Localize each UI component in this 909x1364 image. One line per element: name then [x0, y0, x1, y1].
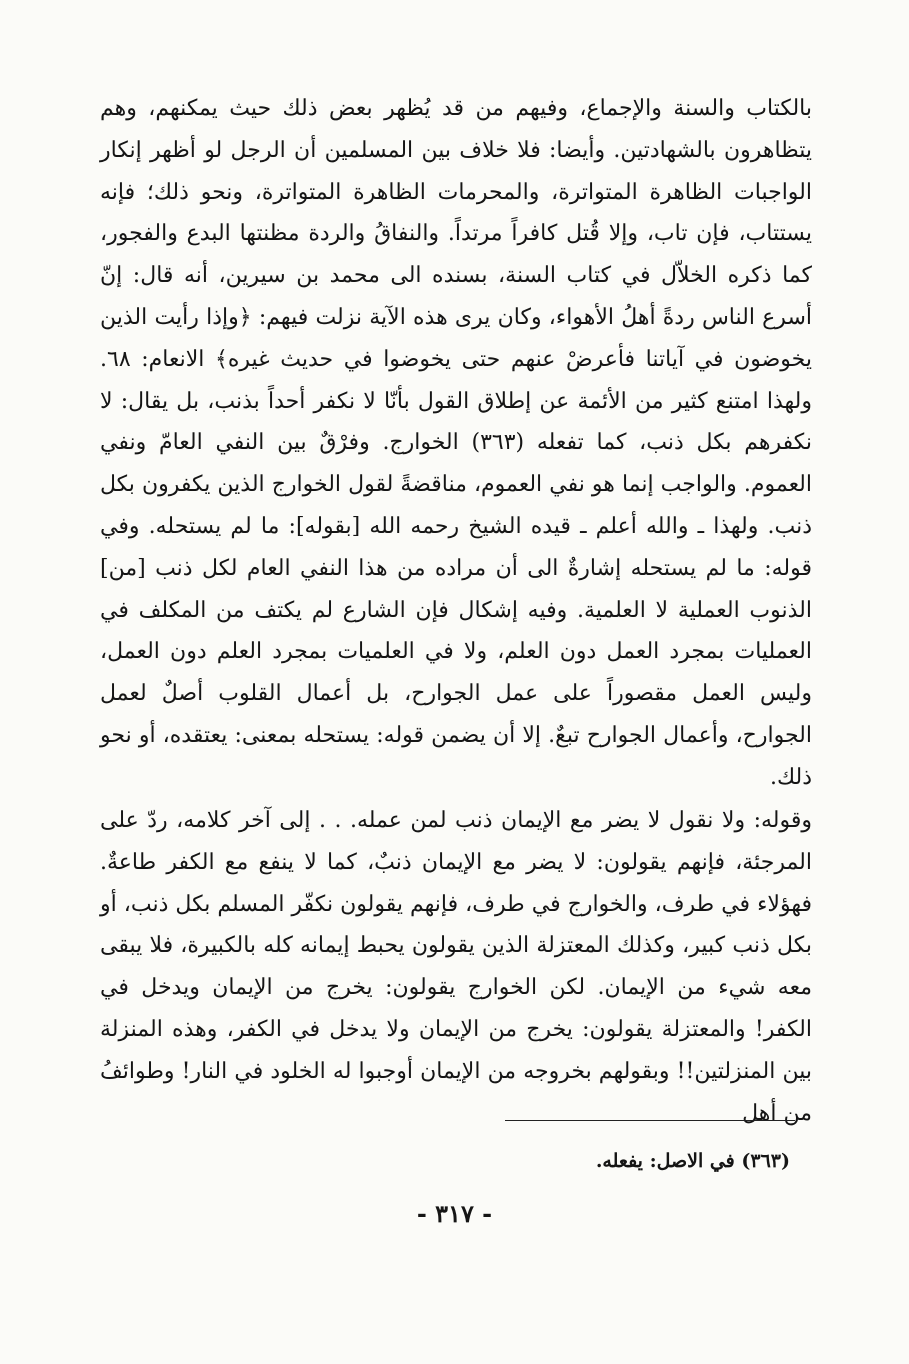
main-text-block	[100, 88, 812, 799]
paragraph-2: وقوله: ولا نقول لا يضر مع الإيمان ذنب لمن عمله. . . إلى آخر كلامه، ردّ على المرجئة، فإنهم يقولون: لا يضر مع الإيمان ذنبٌ، كما لا ينفع مع الكفر طاعةٌ. فهؤلاء في طرف، والخوارج في طرف، فإنهم يقولون نكفّر المسلم بكل ذنب، أو بكل ذنب كبير، وكذلك المعتزلة الذين يقولون يحبط إيمانه كله بالكبيرة، فلا يبقى معه شيء من الإيمان. لكن الخوارج يقولون: يخرج من الإيمان ويدخل في الكفر! والمعتزلة يقولون: يخرج من الإيمان ولا يدخل في الكفر، وهذه المنزلة بين المنزلتين!! وبقولهم بخروجه من الإيمان أوجبوا له الخلود في النار! وطوائفُ من أهل	[100, 808, 812, 1126]
page-number: - ٣١٧ -	[416, 1199, 493, 1228]
footnote-divider	[505, 1120, 795, 1121]
main-text-block-2	[100, 800, 812, 1134]
paragraph-1: بالكتاب والسنة والإجماع، وفيهم من قد يُظهر بعض ذلك حيث يمكنهم، وهم يتظاهرون بالشهادتين. وأيضا: فلا خلاف بين المسلمين أن الرجل لو أظهر إنكار الواجبات الظاهرة المتواترة، والمحرمات الظاهرة المتواترة، ونحو ذلك؛ فإنه يستتاب، فإن تاب، وإلا قُتل كافراً مرتداً. والنفاقُ والردة مظنتها البدع والفجور، كما ذكره الخلاّل في كتاب السنة، بسنده الى محمد بن سيرين، أنه قال: إنّ أسرع الناس ردةً أهلُ الأهواء، وكان يرى هذه الآية نزلت فيهم: ﴿وإذا رأيت الذين يخوضون في آياتنا فأعرضْ عنهم حتى يخوضوا في حديث غيره﴾ الانعام: ٦٨. ولهذا امتنع كثير من الأئمة عن إطلاق القول بأنّا لا نكفر أحداً بذنب، بل يقال: لا نكفرهم بكل ذنب، كما تفعله (٣٦٣) الخوارج. وفرْقٌ بين النفي العامّ ونفي العموم. والواجب إنما هو نفي العموم، مناقضةً لقول الخوارج الذين يكفرون بكل ذنب. ولهذا ـ والله أعلم ـ قيده الشيخ رحمه الله [بقوله]: ما لم يستحله. وفي قوله: ما لم يستحله إشارةٌ الى أن مراده من هذا النفي العام لكل ذنب [من] الذنوب العملية لا العلمية. وفيه إشكال فإن الشارع لم يكتف من المكلف في العمليات بمجرد العمل دون العلم، ولا في العلميات بمجرد العلم دون العمل، وليس العمل مقصوراً على عمل الجوارح، بل أعمال القلوب أصلٌ لعمل الجوارح، وأعمال الجوارح تبعٌ. إلا أن يضمن قوله: يستحله بمعنى: يعتقده، أو نحو ذلك.	[100, 96, 812, 790]
footnote: (٣٦٣) في الاصل: يفعله.	[595, 1150, 790, 1172]
